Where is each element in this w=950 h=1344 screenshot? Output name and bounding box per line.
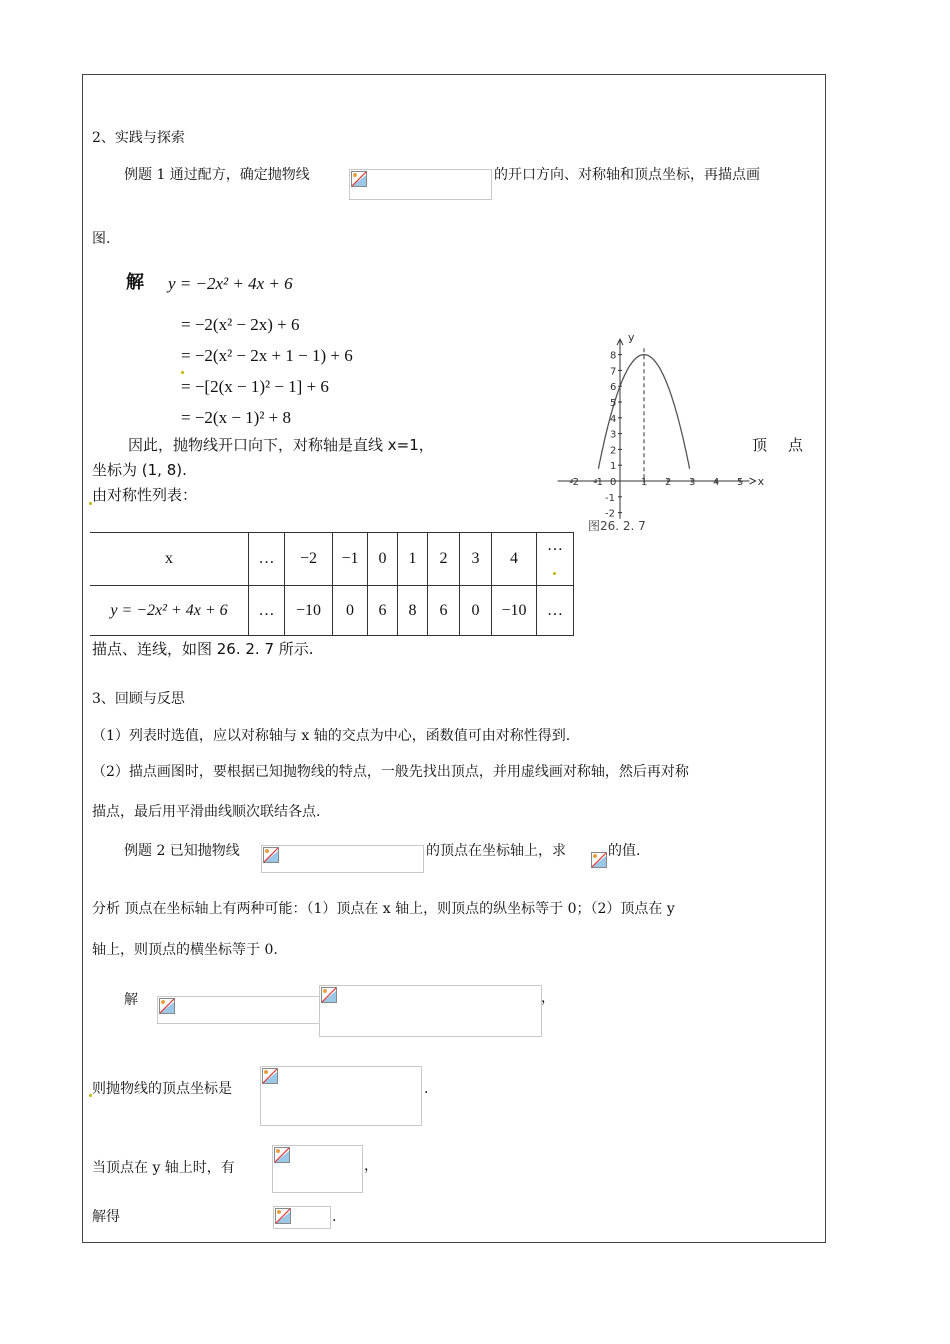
- formula-image-placeholder: [319, 985, 542, 1037]
- y-axis-case-line: 当顶点在 y 轴上时，有: [92, 1160, 235, 1176]
- section2-heading: 2、实践与探索: [92, 130, 185, 146]
- solved-label: 解得: [92, 1209, 120, 1225]
- marker-dot: [553, 572, 556, 575]
- x-tick-label: -1: [593, 477, 603, 488]
- formula-image-placeholder: [272, 1145, 363, 1193]
- table-cell: −1: [333, 533, 368, 586]
- marker-dot: [89, 502, 92, 505]
- x-tick-label: 4: [713, 477, 720, 488]
- solution-conclusion: 因此，抛物线开口向下，对称轴是直线 x=1，: [128, 436, 434, 454]
- example2-solution-label: 解: [124, 992, 138, 1008]
- x-tick-label: 0: [610, 477, 617, 488]
- example2-suffix: 的值.: [608, 843, 641, 859]
- reflection-2a: （2）描点画图时，要根据已知抛物线的特点，一般先找出顶点，并用虚线画对称轴，然后再对称: [92, 764, 689, 780]
- table-cell: 8: [398, 586, 428, 636]
- y-tick-label: 7: [610, 366, 617, 378]
- vertex-word-2: 点: [788, 436, 804, 454]
- broken-image-icon: [591, 852, 607, 868]
- period: .: [424, 1081, 429, 1097]
- formula-image-placeholder: [349, 169, 492, 200]
- example1-prefix: 例题 1 通过配方，确定抛物线: [124, 167, 310, 183]
- table-cell: …: [249, 533, 285, 586]
- solution-line-1: y = −2x² + 4x + 6: [168, 274, 293, 293]
- formula-image-placeholder: [157, 996, 320, 1024]
- x-tick-label: 1: [641, 477, 648, 488]
- y-tick-label: 2: [610, 445, 617, 457]
- table-cell: 4: [492, 533, 537, 586]
- example2-middle: 的顶点在坐标轴上，求: [426, 843, 566, 859]
- y-tick-label: 6: [610, 382, 617, 394]
- table-cell: 0: [460, 586, 492, 636]
- table-cell: −10: [285, 586, 333, 636]
- analysis-line-a: 分析 顶点在坐标轴上有两种可能：（1）顶点在 x 轴上，则顶点的纵坐标等于 0；（2）顶点在 y: [92, 901, 675, 917]
- table-cell: −2: [285, 533, 333, 586]
- section3-heading: 3、回顾与反思: [92, 691, 185, 707]
- example2-prefix: 例题 2 已知抛物线: [124, 843, 240, 859]
- x-tick-label: -2: [569, 477, 579, 488]
- broken-image-icon: [274, 1147, 290, 1163]
- broken-image-icon: [159, 998, 175, 1014]
- example1-suffix: 的开口方向、对称轴和顶点坐标，再描点画: [494, 167, 760, 183]
- broken-image-icon: [321, 987, 337, 1003]
- page-frame: [82, 74, 826, 1243]
- y-tick-label: -1: [605, 492, 615, 504]
- graph-axes: [558, 331, 768, 519]
- x-tick-label: 2: [665, 477, 672, 488]
- table-cell: …: [249, 586, 285, 636]
- table-cell: 6: [428, 586, 460, 636]
- y-tick-label: 4: [610, 413, 617, 425]
- after-table-text: 描点、连线，如图 26. 2. 7 所示.: [92, 640, 314, 658]
- vertex-coordinate-line: 则抛物线的顶点坐标是: [92, 1081, 232, 1097]
- value-table: [90, 532, 574, 636]
- table-row: [90, 533, 574, 586]
- marker-dot: [181, 371, 184, 374]
- marker-dot: [89, 1094, 92, 1097]
- solution-label: 解: [126, 272, 144, 293]
- table-header-y: y = −2x² + 4x + 6: [90, 586, 249, 636]
- solution-line-4: = −[2(x − 1)² − 1] + 6: [181, 377, 329, 396]
- table-header-x: x: [90, 533, 249, 586]
- table-cell: 0: [333, 586, 368, 636]
- y-tick-label: 8: [610, 350, 617, 362]
- table-cell: …: [537, 586, 574, 636]
- formula-image-placeholder: [260, 1066, 422, 1126]
- table-cell: 0: [368, 533, 398, 586]
- broken-image-icon: [275, 1208, 291, 1224]
- y-tick-label: 5: [610, 398, 617, 409]
- vertex-word-1: 顶: [752, 436, 768, 454]
- table-cell: −10: [492, 586, 537, 636]
- vertex-coordinate: 坐标为 (1, 8).: [92, 461, 187, 479]
- broken-image-icon: [351, 171, 367, 187]
- broken-image-icon: [262, 1068, 278, 1084]
- formula-image-placeholder: [273, 1206, 331, 1229]
- y-tick-label: 1: [610, 461, 617, 473]
- table-cell: 1: [398, 533, 428, 586]
- y-tick-label: 3: [610, 429, 617, 441]
- y-axis-label: y: [628, 331, 635, 345]
- x-tick-label: 5: [737, 477, 744, 488]
- solution-line-3: = −2(x² − 2x + 1 − 1) + 6: [181, 346, 353, 365]
- broken-image-icon: [263, 847, 279, 863]
- solution-line-2: = −2(x² − 2x) + 6: [181, 315, 300, 334]
- formula-image-placeholder: [261, 845, 424, 873]
- analysis-line-b: 轴上，则顶点的横坐标等于 0.: [92, 942, 278, 958]
- x-axis-label: x: [757, 475, 765, 488]
- reflection-1: （1）列表时选值，应以对称轴与 x 轴的交点为中心，函数值可由对称性得到.: [92, 728, 571, 744]
- table-cell: …: [537, 533, 574, 586]
- solution-line-5: = −2(x − 1)² + 8: [181, 408, 292, 427]
- table-cell: 2: [428, 533, 460, 586]
- graph-tick-labels: [569, 351, 743, 520]
- table-cell: 3: [460, 533, 492, 586]
- example1-continuation: 图.: [92, 231, 111, 247]
- formula-image-placeholder: [590, 851, 607, 869]
- comma: ，: [541, 990, 555, 1006]
- table-row: [90, 586, 574, 636]
- x-tick-label: 3: [689, 477, 696, 488]
- comma: ，: [364, 1158, 378, 1174]
- y-tick-label: -2: [605, 508, 615, 520]
- graph-caption: 图26. 2. 7: [588, 519, 646, 533]
- table-cell: 6: [368, 586, 398, 636]
- period: .: [332, 1209, 337, 1225]
- table-intro: 由对称性列表：: [92, 486, 198, 504]
- parabola-graph: [526, 318, 765, 536]
- reflection-2b: 描点，最后用平滑曲线顺次联结各点.: [92, 804, 321, 820]
